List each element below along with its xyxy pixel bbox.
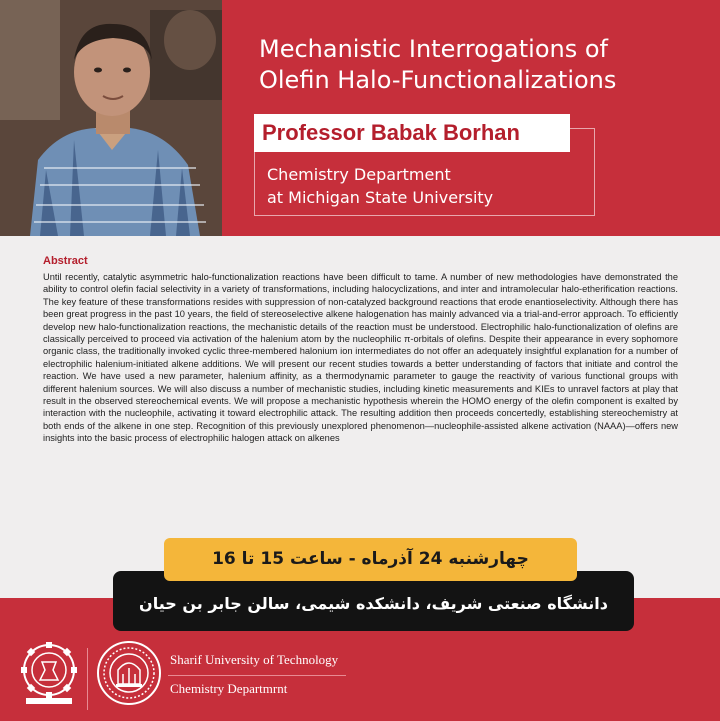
logo-divider — [87, 648, 88, 710]
speaker-portrait-illustration — [0, 0, 222, 236]
abstract-body: Until recently, catalytic asymmetric halo-functionalization reactions have been difficult to tame. A number of new methodologies have demonstrated the ability to control olefin facial selectivity in a variety of transformations, including halocyclizations, and inter and intramolecular halo-etherification reactions. The key feature of these transformations resides with suppression of non-catalyzed background reactions that erode enantioselectivity. Although there has been great progress in the past 10 years, the field of stereoselective alkene halogenation has mainly advanced via a trial-and-error approach. To efficiently develop new halo-functionalization reactions, the mechanistic details of the reaction must be understood. Electrophilic halo-functionalization of olefins are classically perceived to proceed via activation of the halenium atom by the nucleophilic π-orbitals of olefins. Despite their appearance in every sophomore organic class, the traditionally invoked cyclic three-membered halonium ion intermediates do not offer an adequately insightful explanation for a number of electrophilic halenium-initiated alkene additions. We will present our recent studies towards a better understanding of factors that initiate and control the reaction. We have used a new parameter, halenium affinity, as a thermodynamic parameter to gauge the reactivity of various functional groups with different halenium sources. We will also discuss a number of mechanistic studies, including kinetic measurements and KIEs to unravel factors at play that result in the observed stereochemical events. We will propose a mechanistic hypothesis wherein the HOMO energy of the olefin component is exalted by interaction with the nucleophile, activating it toward electrophilic attack. The resulting addition then proceeds concertedly, establishing stereochemistry at both ends of the alkene in one step. Recognition of this previously unexplored phenomenon—nucleophile-assisted alkene activation (NAAA)—offers new insights into the basic process of electrophilic halogen attack on alkenes — [43, 272, 678, 444]
speaker-name: Professor Babak Borhan — [262, 120, 520, 145]
speaker-photo — [0, 0, 222, 236]
abstract-heading: Abstract — [43, 255, 88, 267]
venue-label: دانشگاه صنعتی شریف، دانشکده شیمی، سالن جابر بن حیان — [113, 571, 634, 631]
date-time-label: چهارشنبه 24 آذرماه - ساعت 15 تا 16 — [164, 538, 577, 581]
department-name: Chemistry Departmrnt — [170, 681, 288, 696]
talk-title: Mechanistic Interrogations of Olefin Halo-Functionalizations — [259, 35, 617, 94]
speaker-affiliation: Chemistry Department at Michigan State University — [267, 165, 494, 207]
university-name: Sharif University of Technology — [170, 652, 339, 667]
footer-divider — [168, 675, 346, 676]
sharif-university-logo — [96, 640, 162, 706]
chemical-society-logo — [18, 640, 80, 706]
